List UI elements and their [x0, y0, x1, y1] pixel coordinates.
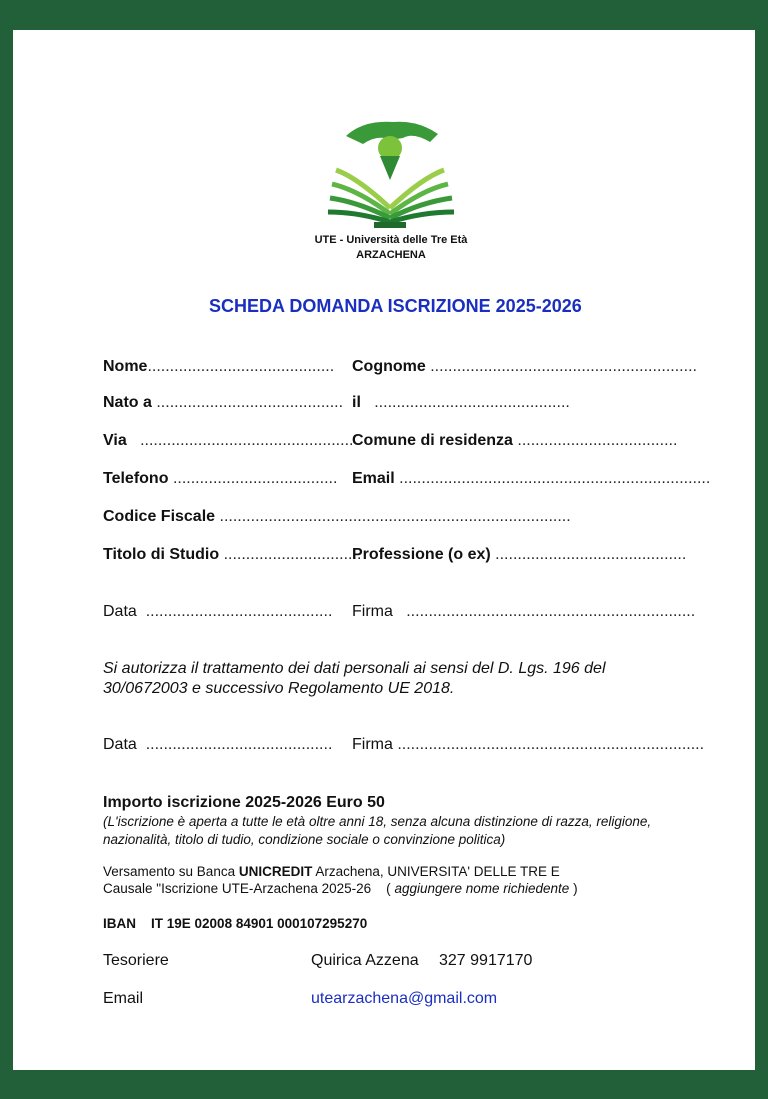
field-via[interactable]: Via ................................................ [103, 432, 354, 449]
bank-info: Versamento su Banca UNICREDIT Arzachena, UNIVERSITA' DELLE TRE E [103, 864, 560, 879]
page-title: SCHEDA DOMANDA ISCRIZIONE 2025-2026 [209, 296, 582, 316]
field-nome[interactable]: Nome.......................................... [103, 358, 335, 375]
ute-logo [318, 118, 468, 230]
field-email[interactable]: Email ...................................................................... [352, 470, 711, 487]
sign1-data[interactable]: Data .......................................... [103, 603, 333, 620]
privacy-line1: Si autorizza il trattamento dei dati personali ai sensi del D. Lgs. 196 del [103, 660, 606, 677]
field-codice-fiscale[interactable]: Codice Fiscale ............................................................................... [103, 508, 571, 525]
field-nato-a[interactable]: Nato a .......................................... [103, 394, 344, 411]
fee-note-1: (L'iscrizione è aperta a tutte le età oltre anni 18, senza alcuna distinzione di razza, religione, [103, 814, 652, 829]
field-telefono[interactable]: Telefono ..................................... [103, 470, 338, 487]
fee-heading: Importo iscrizione 2025-2026 Euro 50 [103, 794, 385, 811]
treasurer-phone: 327 9917170 [439, 952, 533, 969]
field-cognome[interactable]: Cognome ............................................................ [352, 358, 697, 375]
email-link[interactable]: utearzachena@gmail.com [311, 990, 498, 1007]
sign2-firma[interactable]: Firma ..................................................................... [352, 736, 705, 753]
field-professione[interactable]: Professione (o ex) ........................................... [352, 546, 687, 563]
email-label: Email [103, 990, 144, 1007]
fee-note-2: nazionalità, titolo di tudio, condizione sociale o convinzione politica) [103, 832, 506, 847]
sign2-data[interactable]: Data .......................................... [103, 736, 333, 753]
treasurer-name: Quirica Azzena [311, 952, 419, 969]
treasurer-label: Tesoriere [103, 952, 169, 969]
field-titolo-studio[interactable]: Titolo di Studio ............................... [103, 546, 362, 563]
logo-line2: ARZACHENA [356, 249, 426, 261]
document-page [13, 30, 755, 1070]
privacy-line2: 30/0672003 e successivo Regolamento UE 2018. [103, 680, 455, 697]
iban: IBAN IT 19E 02008 84901 000107295270 [103, 916, 368, 931]
logo-line1: UTE - Università delle Tre Età [314, 234, 468, 246]
field-comune[interactable]: Comune di residenza .................................... [352, 432, 678, 449]
sign1-firma[interactable]: Firma ................................................................. [352, 603, 696, 620]
causale: Causale "Iscrizione UTE-Arzachena 2025-26 ( aggiungere nome richiedente ) [103, 881, 578, 896]
field-data-nascita[interactable]: il ............................................ [352, 394, 570, 411]
